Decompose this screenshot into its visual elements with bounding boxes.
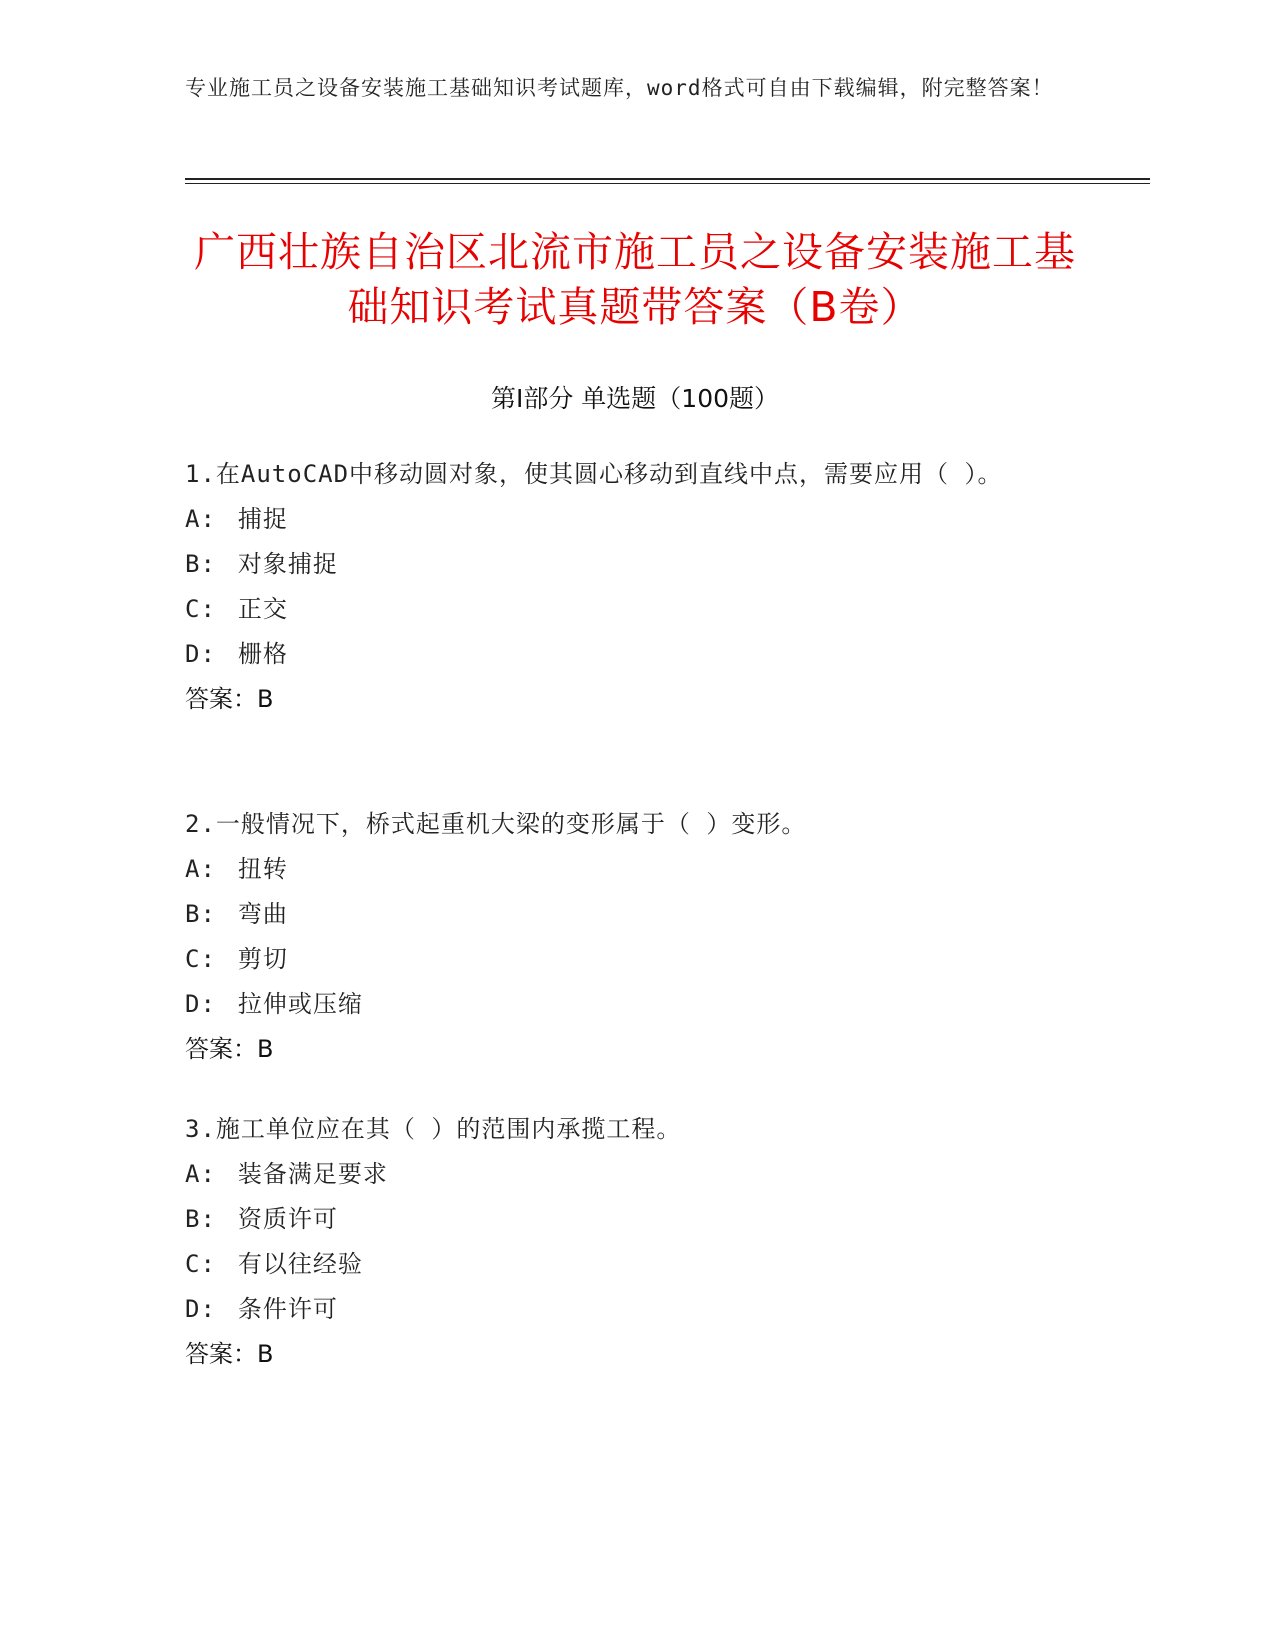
option-text: 有以往经验 bbox=[237, 1250, 363, 1278]
option-c bbox=[185, 937, 1085, 982]
option-text: 剪切 bbox=[237, 945, 288, 973]
option-text: 栅格 bbox=[237, 640, 288, 668]
question-text: 2.一般情况下，桥式起重机大梁的变形属于（ ）变形。 bbox=[185, 810, 807, 838]
option-key: C: bbox=[185, 595, 216, 623]
option-key: A: bbox=[185, 855, 216, 883]
section-heading: 第Ⅰ部分 单选题（100题） bbox=[490, 384, 780, 413]
question-text: 1.在AutoCAD中移动圆对象，使其圆心移动到直线中点，需要应用（ ）。 bbox=[185, 460, 1003, 488]
option-a bbox=[185, 847, 1085, 892]
option-b bbox=[185, 542, 1085, 587]
option-key: A: bbox=[185, 1160, 216, 1188]
option-text: 弯曲 bbox=[237, 900, 288, 928]
option-text: 正交 bbox=[237, 595, 288, 623]
option-b bbox=[185, 1197, 1085, 1242]
option-text: 捕捉 bbox=[237, 505, 288, 533]
option-key: D: bbox=[185, 640, 216, 668]
header-divider-thin bbox=[185, 183, 1150, 184]
option-text: 条件许可 bbox=[237, 1295, 338, 1323]
option-a bbox=[185, 1152, 1085, 1197]
question-2 bbox=[185, 802, 1085, 1072]
option-key: C: bbox=[185, 1250, 216, 1278]
header-divider-thick bbox=[185, 178, 1150, 180]
option-key: B: bbox=[185, 1205, 216, 1233]
document-title: 广西壮族自治区北流市施工员之设备安装施工基础知识考试真题带答案（B卷） bbox=[194, 228, 1076, 331]
option-text: 资质许可 bbox=[237, 1205, 338, 1233]
option-key: B: bbox=[185, 900, 216, 928]
header-note: 专业施工员之设备安装施工基础知识考试题库，word格式可自由下载编辑，附完整答案！ bbox=[185, 76, 1054, 100]
option-text: 装备满足要求 bbox=[237, 1160, 388, 1188]
answer: 答案：B bbox=[185, 1340, 274, 1368]
option-c bbox=[185, 1242, 1085, 1287]
question-text: 3.施工单位应在其（ ）的范围内承揽工程。 bbox=[185, 1115, 682, 1143]
option-d bbox=[185, 982, 1085, 1027]
option-key: D: bbox=[185, 990, 216, 1018]
option-a bbox=[185, 497, 1085, 542]
option-text: 对象捕捉 bbox=[237, 550, 338, 578]
answer: 答案：B bbox=[185, 685, 274, 713]
question-3 bbox=[185, 1107, 1085, 1377]
answer: 答案：B bbox=[185, 1035, 274, 1063]
option-c bbox=[185, 587, 1085, 632]
option-text: 拉伸或压缩 bbox=[237, 990, 363, 1018]
option-key: B: bbox=[185, 550, 216, 578]
option-d bbox=[185, 1287, 1085, 1332]
option-b bbox=[185, 892, 1085, 937]
option-key: A: bbox=[185, 505, 216, 533]
option-key: D: bbox=[185, 1295, 216, 1323]
option-d bbox=[185, 632, 1085, 677]
option-text: 扭转 bbox=[237, 855, 288, 883]
option-key: C: bbox=[185, 945, 216, 973]
question-1 bbox=[185, 452, 1085, 722]
